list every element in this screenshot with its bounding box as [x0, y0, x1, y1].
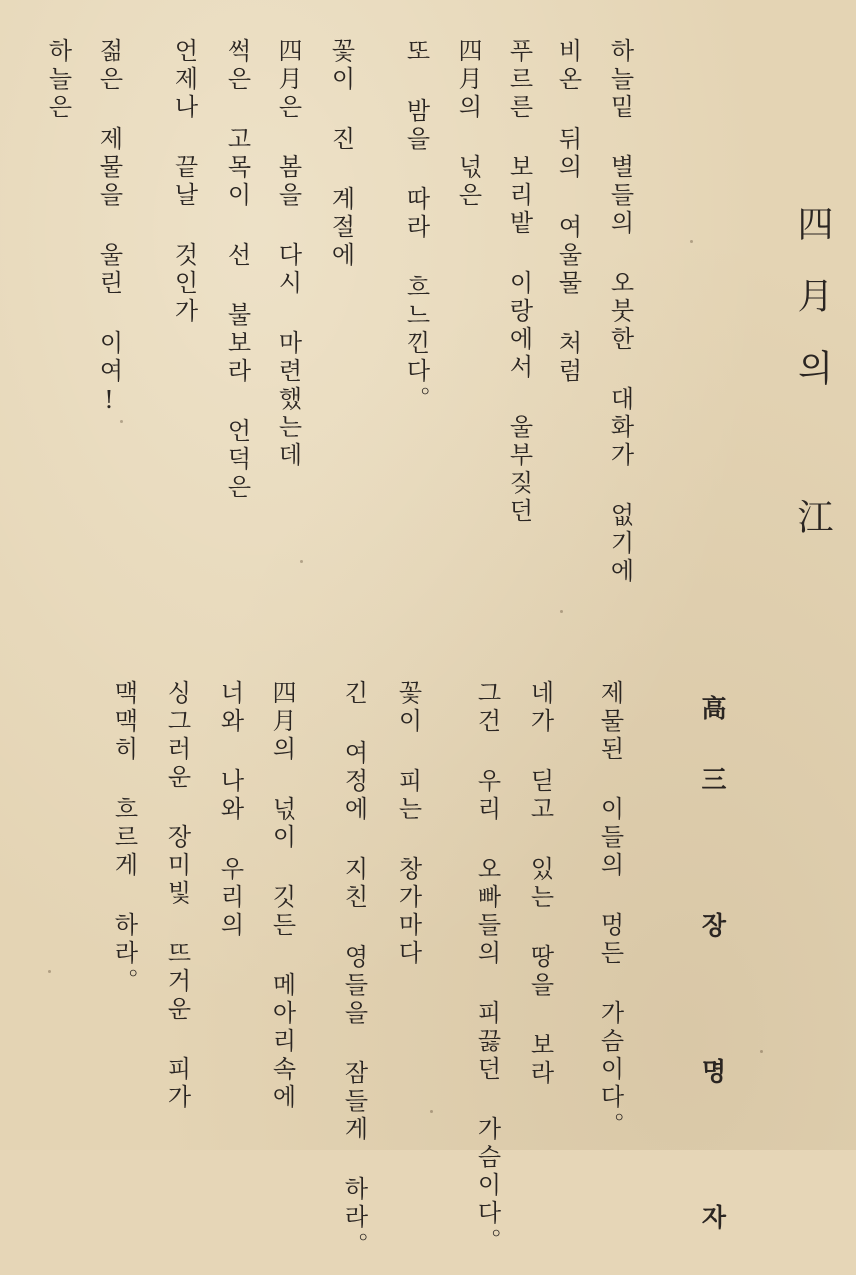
poem-line: 하늘밑 별들의 오붓한 대화가 없기에 — [606, 38, 634, 586]
poem-author: 高三 장 명 자 — [698, 695, 727, 1275]
poem-line: 하늘은 — [44, 38, 72, 122]
paper-speck — [430, 1110, 433, 1113]
paper-speck — [560, 610, 563, 613]
poem-line: 싱그러운 장미빛 뜨거운 피가 — [163, 680, 191, 1112]
poem-line: 四月의 넋이 깃든 메아리속에 — [268, 680, 296, 1112]
poem-line: 四月은 봄을 다시 마련했는데 — [274, 38, 302, 470]
poem-line: 너와 나와 우리의 — [216, 680, 244, 940]
poem-line: 긴 여정에 지친 영들을 잠들게 하라。 — [340, 680, 368, 1260]
poem-line: 또 밤을 따라 흐느낀다。 — [402, 38, 430, 414]
poem-line: 푸르른 보리밭 이랑에서 울부짖던 — [505, 38, 533, 526]
paper-speck — [690, 240, 693, 243]
poem-line: 그건 우리 오빠들의 피끓던 가슴이다。 — [473, 680, 501, 1256]
paper-speck — [760, 1050, 763, 1053]
poem-line: 언제나 끝날 것인가 — [170, 38, 198, 326]
paper-speck — [300, 560, 303, 563]
poem-line: 꽃이 진 계절에 — [327, 38, 355, 270]
poem-line: 젊은 제물을 울린 이여! — [95, 38, 123, 418]
poem-line: 네가 딛고 있는 땅을 보라 — [526, 680, 554, 1088]
poem-line: 맥맥히 흐르게 하라。 — [110, 680, 138, 996]
poem-line: 썩은 고목이 선 불보라 언덕은 — [223, 38, 251, 502]
poem-title: 四月의 江 — [792, 205, 833, 570]
paper-speck — [120, 420, 123, 423]
poem-line: 꽃이 피는 창가마다 — [394, 680, 422, 968]
poem-line: 제물된 이들의 멍든 가슴이다。 — [596, 680, 624, 1140]
poem-line: 비온 뒤의 여울물 처럼 — [554, 38, 582, 386]
poem-line: 四月의 넋은 — [454, 38, 482, 210]
paper-speck — [48, 970, 51, 973]
